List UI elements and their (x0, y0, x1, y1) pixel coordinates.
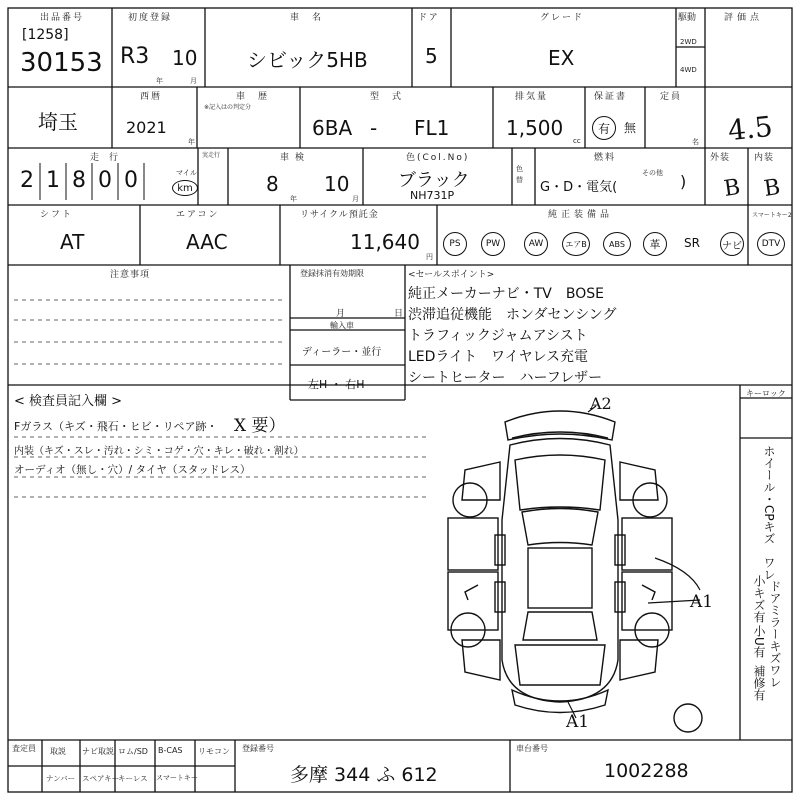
equip-ps: PS (443, 232, 467, 256)
recycle-label: リサイクル預託金 (300, 210, 379, 220)
color-code: NH731P (410, 189, 455, 202)
inspection-year-unit: 年 (290, 195, 297, 203)
notes-label: 注意事項 (110, 270, 151, 280)
score-label: 評価点 (724, 13, 764, 23)
model-label: 型 式 (370, 92, 404, 102)
equip-abs: ABS (603, 232, 631, 256)
keyless-label: キーロック (746, 389, 786, 398)
checkbox-rom-sd: ロム/SD (118, 747, 148, 756)
equip-sr: SR (684, 236, 700, 250)
color-change-label: 色替 (516, 165, 523, 184)
ac-label: エアコン (176, 210, 220, 220)
chassis-label: 車 歴 (236, 92, 270, 102)
sales-label: <セールスポイント> (408, 270, 495, 280)
inspector-label: 査定員 (12, 744, 36, 753)
inspection-line-2: 内装（キズ・スレ・汚れ・シミ・コゲ・穴・キレ・破れ・割れ） (14, 446, 304, 457)
mileage-unit-km: km (172, 180, 198, 196)
lot-number: 30153 (20, 48, 103, 78)
equip-leather: 革 (643, 232, 667, 256)
first-reg-era: R3 (120, 44, 150, 69)
shift-value: AT (60, 230, 85, 254)
displacement-label: 排気量 (515, 92, 549, 102)
ac-value: AAC (186, 230, 228, 254)
vertical-note-5: 補修有 (752, 665, 766, 701)
interior-label: 内装 (754, 153, 775, 163)
warranty-no: 無 (624, 121, 637, 135)
checkbox-navi-manual: ナビ取説 (82, 747, 114, 756)
lot-label: 出品番号 (40, 13, 85, 23)
checkbox-plate: ナンバー (46, 774, 76, 783)
color-label: 色(Col.No) (406, 153, 470, 163)
drive-4wd: 4WD (680, 66, 697, 74)
inspection-line-1-mark: X 要） (234, 416, 286, 436)
smart-key-label: スマートキー2 (752, 212, 792, 219)
interior-score: B (762, 174, 782, 203)
displacement: 1,500 (506, 116, 564, 140)
inspection-line-1: Fガラス（キズ・飛石・ヒビ・リペア跡・ (14, 420, 218, 433)
exterior-score: B (722, 174, 742, 203)
exterior-label: 外装 (710, 153, 731, 163)
inspection-line-3: オーディオ（無し・穴）/ タイヤ（スタッドレス） (14, 464, 251, 476)
plate-label: 登録番号 (242, 744, 274, 753)
handle-options: 左H ・ 右H (308, 378, 365, 391)
equip-aw: AW (524, 232, 548, 256)
inspection-label: 車検 (280, 153, 311, 163)
mileage-digit-1: 2 (20, 168, 34, 193)
import-label: 輸入車 (330, 321, 354, 330)
inspection-year: 8 (266, 172, 279, 196)
model-prefix: 6BA (312, 116, 353, 140)
first-reg-month: 10 (172, 46, 198, 70)
chassis-no-label: 車台番号 (516, 744, 548, 753)
checkbox-spare-key: スペアキー (82, 774, 120, 783)
equipment-label: 純正装備品 (548, 210, 614, 220)
fuel-options: G・D・電気( (540, 180, 618, 195)
warranty-label: 保証書 (594, 92, 628, 102)
sales-point-4: LEDライト ワイヤレス充電 (408, 349, 589, 365)
sales-point-1: 純正メーカーナビ・TV BOSE (408, 286, 604, 302)
checkbox-manual: 取説 (50, 747, 66, 756)
equip-pw: PW (481, 232, 505, 256)
door-count: 5 (425, 44, 438, 68)
first-reg-label: 初度登録 (128, 13, 173, 23)
car-name-label: 車 名 (290, 13, 324, 23)
drive-label: 駆動 (678, 13, 697, 23)
fuel-other-label: その他 (642, 169, 663, 177)
chassis-sub: ※記入はの判定分 (204, 104, 252, 111)
region: 埼玉 (38, 110, 78, 134)
recycle-value: 11,640 (350, 230, 420, 254)
cc-unit: cc (573, 137, 581, 145)
checkbox-remote: リモコン (198, 747, 230, 756)
mileage-digit-5: 0 (124, 168, 138, 193)
plate-number: 多摩 344 ふ 612 (290, 764, 438, 786)
sales-point-2: 渋滞追従機能 ホンダセンシング (408, 307, 617, 323)
inspection-month-unit: 月 (352, 195, 359, 203)
mileage-digit-3: 8 (72, 168, 86, 193)
import-options: ディーラー・並行 (302, 347, 382, 358)
vertical-note-4: 小U有 (752, 625, 766, 658)
vertical-note-2: ドアミラーキズワレ (768, 580, 782, 688)
vertical-note-3: 小キズ有 (752, 575, 766, 623)
dereg-month-unit: 月 (336, 309, 346, 319)
drive-2wd: 2WD (680, 38, 697, 46)
lot-bracket: [1258] (22, 27, 69, 43)
color-name: ブラック (398, 170, 470, 191)
grade-label: グレード (540, 13, 585, 23)
year-unit: 年 (156, 77, 163, 85)
inspection-month: 10 (324, 172, 350, 196)
vertical-note-1: ホイール・CPキズ ワレ (762, 445, 776, 581)
damage-mark-right-door: A1 (690, 592, 714, 612)
yen-unit: 円 (426, 253, 433, 261)
year-label: 西暦 (140, 92, 163, 102)
model-code: FL1 (414, 116, 450, 140)
chassis-no: 1002288 (604, 760, 689, 782)
checkbox-bcas: B-CAS (158, 746, 183, 755)
mileage-digit-2: 1 (46, 168, 60, 193)
mileage-label: 走行 (90, 153, 129, 163)
fuel-label: 燃料 (594, 153, 617, 163)
sales-point-3: トラフィックジャムアシスト (408, 328, 588, 344)
model-dash: - (370, 116, 378, 140)
shift-label: シフト (40, 210, 74, 220)
month-unit: 月 (190, 77, 197, 85)
checkbox-smart-key: スマートキー (156, 774, 198, 782)
grade: EX (548, 46, 575, 70)
mileage-digit-4: 0 (98, 168, 112, 193)
car-name: シビック5HB (247, 48, 368, 72)
fuel-close: ) (680, 172, 687, 191)
score: 4.5 (726, 109, 775, 148)
capacity-unit: 名 (692, 138, 699, 146)
equip-airbag: エアB (562, 232, 590, 256)
damage-mark-rear: A1 (566, 712, 590, 732)
checkbox-keyless: キーレス (118, 774, 148, 783)
door-label: ドア (418, 13, 440, 23)
warranty-yes: 有 (592, 116, 616, 140)
capacity-label: 定員 (660, 92, 683, 102)
odometer-label: 実走行 (202, 152, 221, 159)
sales-point-5: シートヒーター ハーフレザー (408, 370, 603, 386)
dereg-day-unit: 日 (394, 309, 404, 319)
mileage-unit-mile: マイル (176, 169, 197, 177)
equip-navi: ナビ (720, 232, 744, 256)
dereg-label: 登録抹消有効期限 (300, 269, 364, 278)
damage-mark-roof: A2 (590, 394, 612, 413)
inspection-title: < 検査員記入欄 > (14, 394, 123, 409)
model-year-unit: 年 (188, 138, 195, 146)
equip-dtv: DTV (757, 232, 785, 256)
model-year: 2021 (126, 118, 167, 137)
